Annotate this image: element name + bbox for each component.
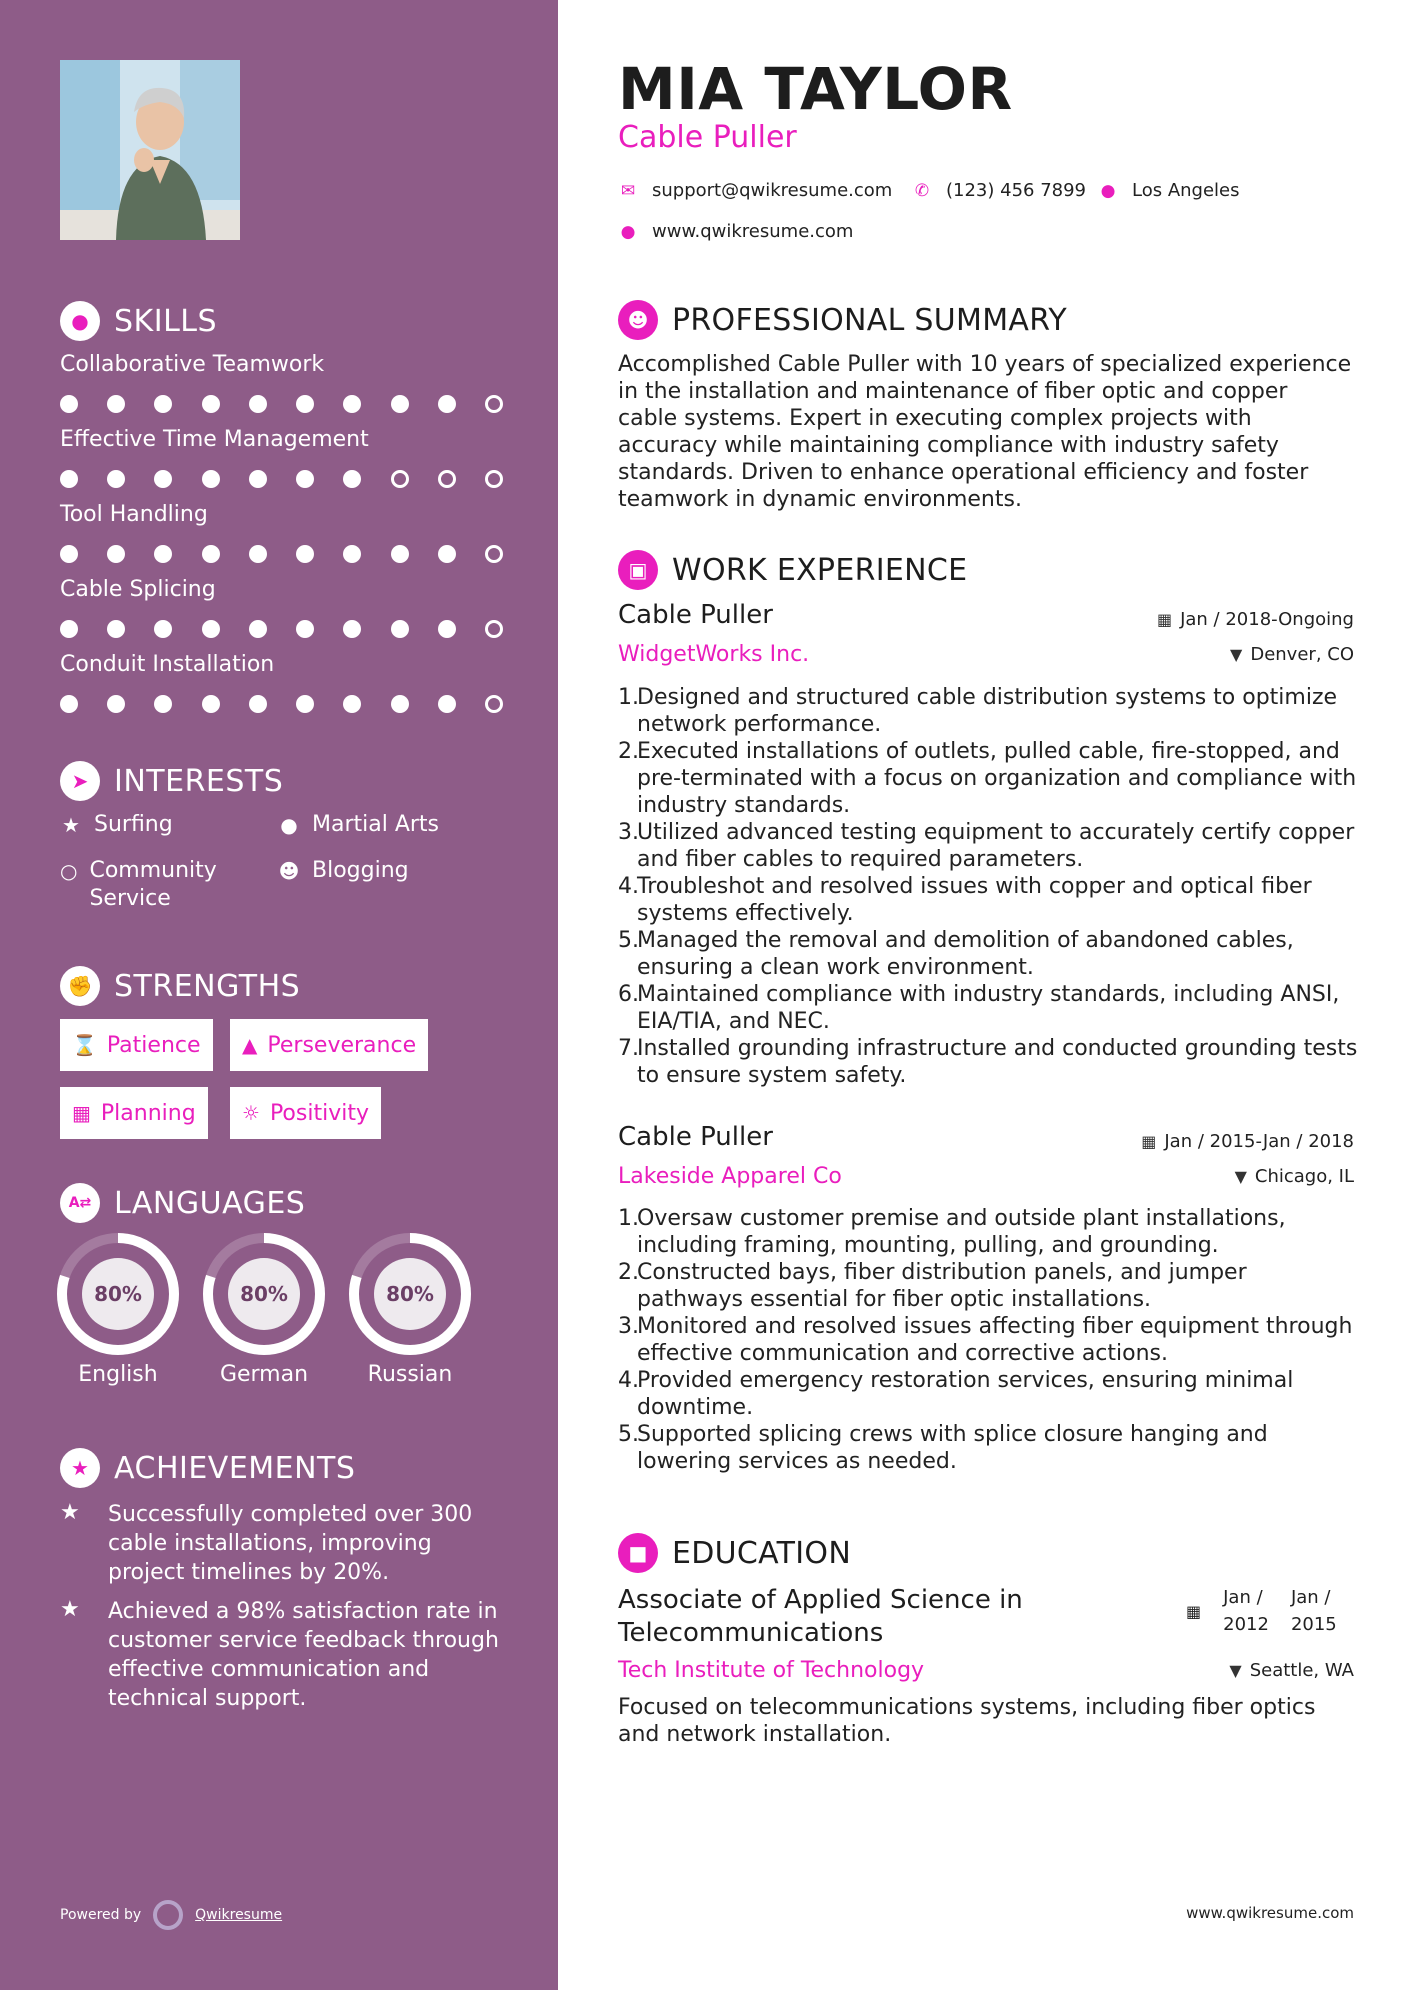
- strength-tag: ☼ Positivity: [230, 1087, 381, 1139]
- list-item: 7. Installed grounding infrastructure and conducted grounding tests to ensure system safety.: [618, 1036, 1358, 1088]
- list-item: 5. Supported splicing crews with splice closure hanging and lowering services as needed.: [618, 1422, 1268, 1474]
- achievement-item: ★ Achieved a 98% satisfaction rate in customer service feedback through effective communication and technical support.: [60, 1597, 499, 1711]
- rating-dot-filled: [60, 620, 78, 638]
- rating-dot-filled: [107, 395, 125, 413]
- job-location: ▼ Chicago, IL: [1234, 1166, 1354, 1187]
- skill-name: Conduit Installation: [60, 652, 275, 677]
- hand-icon: ○: [60, 859, 78, 883]
- rating-dot-filled: [107, 545, 125, 563]
- rating-dot-filled: [343, 695, 361, 713]
- contact-phone[interactable]: ✆ (123) 456 7899: [912, 180, 1086, 201]
- lightbulb-icon: ●: [60, 301, 100, 341]
- interest-item: ○ Community Service: [60, 858, 217, 911]
- rating-dot-empty: [485, 695, 503, 713]
- rating-dot-filled: [154, 470, 172, 488]
- skill-rating: [60, 545, 503, 563]
- rating-dot-filled: [154, 620, 172, 638]
- rating-dot-filled: [391, 395, 409, 413]
- interest-item: ★ Surfing: [60, 811, 173, 839]
- rating-dot-filled: [202, 545, 220, 563]
- job-bullets: [618, 1205, 1358, 1475]
- paper-plane-icon: ➤: [60, 761, 100, 801]
- shooting-star-icon: ★: [60, 1500, 80, 1525]
- rating-dot-filled: [391, 545, 409, 563]
- contact-website[interactable]: ● www.qwikresume.com: [618, 221, 853, 242]
- language-item: [202, 1232, 326, 1387]
- briefcase-icon: ▣: [618, 550, 658, 590]
- candidate-name: MIA TAYLOR: [618, 55, 1013, 123]
- powered-by: Powered by Qwikresume: [60, 1900, 282, 1930]
- rating-dot-filled: [107, 470, 125, 488]
- rating-dot-filled: [202, 695, 220, 713]
- education-description: Focused on telecommunications systems, including fiber optics and network installation.: [618, 1695, 1316, 1747]
- rating-dot-filled: [249, 545, 267, 563]
- list-item: 2. Constructed bays, fiber distribution panels, and jumper pathways essential for fiber optic installations.: [618, 1260, 1247, 1312]
- pin-icon: ▼: [1230, 645, 1243, 664]
- hourglass-icon: ⌛: [72, 1033, 97, 1057]
- rating-dot-filled: [438, 620, 456, 638]
- map-pin-icon: ●: [1100, 180, 1116, 201]
- qwikresume-link[interactable]: Qwikresume: [195, 1907, 283, 1923]
- sidebar: [0, 0, 558, 1990]
- rating-dot-filled: [296, 545, 314, 563]
- list-item: 2. Executed installations of outlets, pulled cable, fire-stopped, and pre-terminated with a focus on organization and compliance with industry standards.: [618, 739, 1357, 818]
- language-item: [348, 1232, 472, 1387]
- list-item: 5. Managed the removal and demolition of abandoned cables, ensuring a clean work environment.: [618, 928, 1294, 980]
- rating-dot-filled: [438, 545, 456, 563]
- interest-item: ☻ Blogging: [278, 858, 409, 883]
- achievements-heading: ★ ACHIEVEMENTS: [60, 1448, 355, 1488]
- rating-dot-filled: [296, 695, 314, 713]
- rating-dot-empty: [485, 545, 503, 563]
- contact-location: ● Los Angeles: [1098, 180, 1240, 201]
- globe-icon: ●: [280, 813, 298, 837]
- job-company: Lakeside Apparel Co: [618, 1164, 842, 1189]
- road-icon: ▲: [242, 1033, 258, 1057]
- rating-dot-filled: [343, 395, 361, 413]
- rating-dot-filled: [296, 395, 314, 413]
- rating-dot-filled: [296, 620, 314, 638]
- award-star-icon: ★: [60, 1448, 100, 1488]
- language-name: English: [78, 1362, 158, 1387]
- experience-heading: ▣ WORK EXPERIENCE: [618, 550, 967, 590]
- phone-icon: ✆: [914, 180, 930, 201]
- rating-dot-filled: [438, 395, 456, 413]
- pin-icon: ▼: [1234, 1167, 1247, 1186]
- rating-dot-filled: [107, 620, 125, 638]
- job-dates: ▦ Jan / 2015-Jan / 2018: [1141, 1131, 1354, 1152]
- rating-dot-filled: [154, 695, 172, 713]
- summary-text: Accomplished Cable Puller with 10 years of specialized experience in the installation and maintenance of fiber optic and copper cable systems. Expert in executing complex projects with accuracy while maintaining compliance with industry safety standards. Driven to enhance operational efficiency and foster teamwork in dynamic environments.: [618, 352, 1352, 512]
- rating-dot-empty: [391, 470, 409, 488]
- profile-photo-art: [60, 60, 240, 240]
- rating-dot-filled: [202, 620, 220, 638]
- school-name: Tech Institute of Technology: [618, 1658, 925, 1683]
- rating-dot-filled: [249, 620, 267, 638]
- rating-dot-filled: [391, 620, 409, 638]
- rating-dot-filled: [438, 695, 456, 713]
- envelope-icon: ✉: [620, 180, 636, 201]
- list-item: 6. Maintained compliance with industry standards, including ANSI, EIA/TIA, and NEC.: [618, 982, 1340, 1034]
- user-icon: ☻: [618, 300, 658, 340]
- rating-dot-filled: [343, 470, 361, 488]
- translate-icon: A⇄: [60, 1183, 100, 1223]
- rating-dot-filled: [60, 695, 78, 713]
- list-item: 1. Oversaw customer premise and outside plant installations, including framing, mounting, pulling, and grounding.: [618, 1206, 1286, 1258]
- candidate-role: Cable Puller: [618, 120, 797, 155]
- calendar-icon: ▦: [1186, 1601, 1202, 1621]
- star-icon: ★: [62, 813, 80, 837]
- skill-name: Tool Handling: [60, 502, 208, 527]
- skill-item: [60, 577, 510, 638]
- calendar-icon: ▦: [72, 1101, 91, 1125]
- skills-heading: ● SKILLS: [60, 301, 217, 341]
- language-item: [56, 1232, 180, 1387]
- rating-dot-filled: [249, 470, 267, 488]
- skill-rating: [60, 470, 503, 488]
- language-name: German: [219, 1362, 309, 1387]
- interests-heading: ➤ INTERESTS: [60, 761, 283, 801]
- calendar-icon: ▦: [1156, 610, 1173, 629]
- skill-item: [60, 652, 510, 713]
- list-item: 3. Utilized advanced testing equipment to accurately certify copper and fiber cables to required parameters.: [618, 820, 1355, 872]
- rating-dot-filled: [154, 395, 172, 413]
- strengths-heading: ✊ STRENGTHS: [60, 966, 300, 1006]
- job-location: ▼ Denver, CO: [1230, 644, 1354, 665]
- rating-dot-filled: [249, 395, 267, 413]
- contact-email[interactable]: ✉ support@qwikresume.com: [618, 180, 892, 201]
- languages-heading: A⇄ LANGUAGES: [60, 1183, 305, 1223]
- list-item: 4. Troubleshot and resolved issues with copper and optical fiber systems effectively.: [618, 874, 1312, 926]
- strength-tag: ⌛ Patience: [60, 1019, 213, 1071]
- skill-item: [60, 352, 510, 413]
- rating-dot-filled: [391, 695, 409, 713]
- list-item: 1. Designed and structured cable distribution systems to optimize network performance.: [618, 685, 1338, 737]
- rating-dot-empty: [438, 470, 456, 488]
- skill-rating: [60, 620, 503, 638]
- language-percent: 80%: [94, 1282, 142, 1306]
- education-dates: ▦ Jan / 2012 Jan / 2015: [1186, 1587, 1337, 1635]
- job-company: WidgetWorks Inc.: [618, 642, 810, 667]
- language-name: Russian: [367, 1362, 453, 1387]
- rating-dot-filled: [343, 545, 361, 563]
- skill-name: Cable Splicing: [60, 577, 216, 602]
- job-bullets: [618, 684, 1358, 1089]
- language-percent: 80%: [386, 1282, 434, 1306]
- skill-rating: [60, 395, 503, 413]
- job-title: Cable Puller: [618, 600, 773, 630]
- list-item: 3. Monitored and resolved issues affecting fiber equipment through effective communication and corrective actions.: [618, 1314, 1353, 1366]
- rating-dot-filled: [202, 395, 220, 413]
- rating-dot-filled: [249, 695, 267, 713]
- degree-title: Associate of Applied Science in Telecommunications: [618, 1585, 1023, 1648]
- shooting-star-icon: ★: [60, 1597, 80, 1622]
- education-heading: ■ EDUCATION: [618, 1533, 851, 1573]
- main-content: [558, 0, 1407, 1990]
- pin-icon: ▼: [1229, 1661, 1242, 1680]
- calendar-icon: ▦: [1141, 1132, 1157, 1151]
- users-icon: ☻: [278, 859, 300, 883]
- summary-heading: ☻ PROFESSIONAL SUMMARY: [618, 300, 1067, 340]
- rating-dot-filled: [296, 470, 314, 488]
- profile-photo: [60, 60, 240, 240]
- rating-dot-filled: [60, 470, 78, 488]
- rating-dot-filled: [154, 545, 172, 563]
- school-location: ▼ Seattle, WA: [1229, 1660, 1354, 1681]
- interest-item: ● Martial Arts: [278, 811, 439, 839]
- strength-tag: ▦ Planning: [60, 1087, 208, 1139]
- rating-dot-empty: [485, 395, 503, 413]
- list-item: 4. Provided emergency restoration services, ensuring minimal downtime.: [618, 1368, 1294, 1420]
- rating-dot-filled: [343, 620, 361, 638]
- rating-dot-filled: [202, 470, 220, 488]
- rating-dot-empty: [485, 470, 503, 488]
- rating-dot-empty: [485, 620, 503, 638]
- graduation-icon: ■: [618, 1533, 658, 1573]
- job-dates: ▦ Jan / 2018-Ongoing: [1156, 609, 1354, 630]
- skill-name: Collaborative Teamwork: [60, 352, 325, 377]
- fist-icon: ✊: [60, 966, 100, 1006]
- rating-dot-filled: [60, 395, 78, 413]
- skill-name: Effective Time Management: [60, 427, 369, 452]
- qwikresume-logo-icon: [153, 1900, 183, 1930]
- skill-rating: [60, 695, 503, 713]
- language-percent: 80%: [240, 1282, 288, 1306]
- achievement-item: ★ Successfully completed over 300 cable installations, improving project timelines by 20%.: [60, 1500, 473, 1585]
- rating-dot-filled: [107, 695, 125, 713]
- rating-dot-filled: [60, 545, 78, 563]
- skill-item: [60, 502, 510, 563]
- sun-icon: ☼: [242, 1101, 260, 1125]
- globe-icon: ●: [620, 221, 636, 242]
- skill-item: [60, 427, 510, 488]
- footer-url[interactable]: www.qwikresume.com: [1186, 1904, 1354, 1922]
- job-title: Cable Puller: [618, 1122, 773, 1152]
- strength-tag: ▲ Perseverance: [230, 1019, 428, 1071]
